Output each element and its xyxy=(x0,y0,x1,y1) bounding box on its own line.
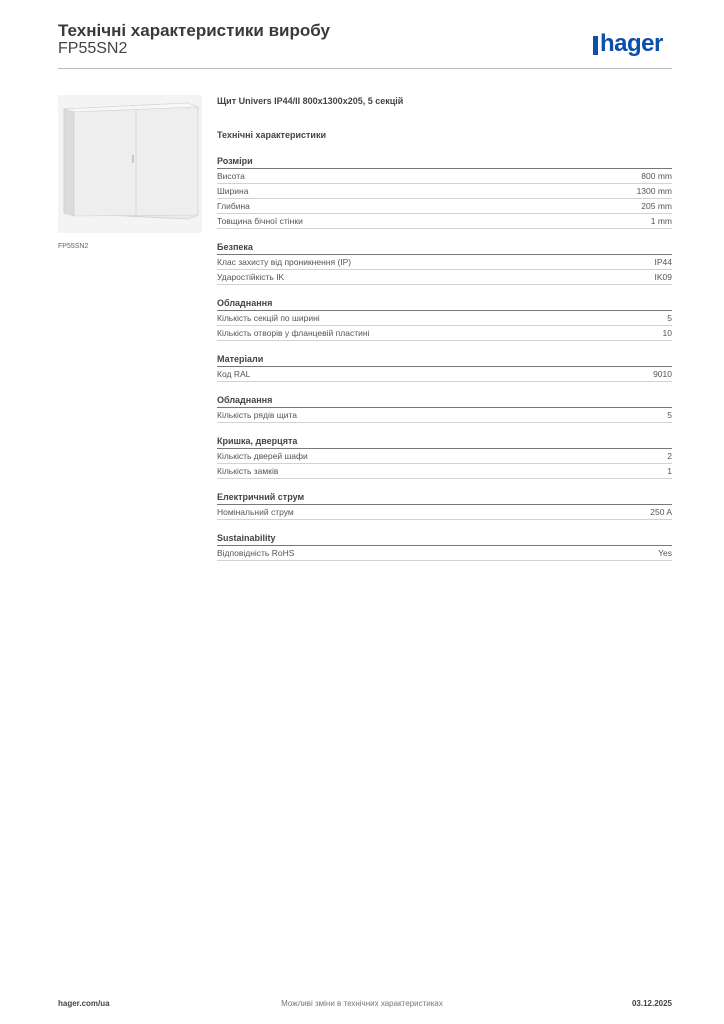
spec-label: Клас захисту від проникнення (IP) xyxy=(217,257,352,267)
header-divider xyxy=(58,68,672,69)
spec-label: Висота xyxy=(217,171,245,181)
section-title: Розміри xyxy=(217,156,672,169)
spec-value: 10 xyxy=(662,328,672,338)
page-title: Технічні характеристики виробу xyxy=(58,21,330,40)
spec-value: 5 xyxy=(667,410,672,420)
logo-text: hager xyxy=(600,30,663,57)
spec-row xyxy=(217,326,672,341)
section-materials xyxy=(217,354,672,382)
spec-row xyxy=(217,311,672,326)
spec-label: Ударостійкість IK xyxy=(217,272,285,282)
spec-value: 2 xyxy=(667,451,672,461)
spec-value: 1300 mm xyxy=(636,186,672,196)
section-cover-doors xyxy=(217,436,672,479)
spec-label: Товщина бічної стінки xyxy=(217,216,303,226)
spec-label: Кількість секцій по ширині xyxy=(217,313,320,323)
section-title: Матеріали xyxy=(217,354,672,367)
spec-row xyxy=(217,449,672,464)
product-title: Щит Univers IP44/II 800x1300x205, 5 секцій xyxy=(217,96,404,106)
section-title: Обладнання xyxy=(217,298,672,311)
spec-row xyxy=(217,255,672,270)
spec-label: Код RAL xyxy=(217,369,251,379)
spec-row xyxy=(217,464,672,479)
section-title: Електричний струм xyxy=(217,492,672,505)
image-caption: FP55SN2 xyxy=(58,243,89,250)
section-dimensions xyxy=(217,156,672,229)
spec-label: Ширина xyxy=(217,186,249,196)
spec-value: IP44 xyxy=(654,257,672,267)
spec-row xyxy=(217,199,672,214)
spec-row xyxy=(217,270,672,285)
spec-value: 205 mm xyxy=(641,201,672,211)
spec-row xyxy=(217,169,672,184)
section-equipment-rows xyxy=(217,395,672,423)
spec-value: IK09 xyxy=(654,272,672,282)
spec-label: Кількість дверей шафи xyxy=(217,451,308,461)
spec-value: 250 A xyxy=(650,507,672,517)
spec-label: Номінальний струм xyxy=(217,507,294,517)
product-code: FP55SN2 xyxy=(58,40,128,57)
spec-label: Кількість замків xyxy=(217,466,279,476)
spec-row xyxy=(217,505,672,520)
spec-label: Відповідність RoHS xyxy=(217,548,295,558)
spec-value: Yes xyxy=(658,548,672,558)
spec-value: 800 mm xyxy=(641,171,672,181)
section-safety xyxy=(217,242,672,285)
spec-label: Кількість отворів у фланцевій пластині xyxy=(217,328,370,338)
footer-notice: Можливі зміни в технічних характеристиках xyxy=(281,999,443,1008)
spec-label: Глибина xyxy=(217,201,250,211)
spec-content xyxy=(217,96,672,561)
spec-value: 1 mm xyxy=(650,216,672,226)
section-title: Безпека xyxy=(217,242,672,255)
logo-mark-icon xyxy=(593,36,598,55)
section-title: Обладнання xyxy=(217,395,672,408)
product-image xyxy=(58,95,202,233)
section-title: Кришка, дверцята xyxy=(217,436,672,449)
section-title: Sustainability xyxy=(217,533,672,546)
spec-row xyxy=(217,184,672,199)
specs-heading: Технічні характеристики xyxy=(217,130,326,140)
spec-value: 9010 xyxy=(653,369,672,379)
section-electric-current xyxy=(217,492,672,520)
hager-logo[interactable] xyxy=(593,30,663,58)
spec-row xyxy=(217,546,672,561)
footer-website-link[interactable]: hager.com/ua xyxy=(58,999,110,1008)
section-sustainability xyxy=(217,533,672,561)
spec-row xyxy=(217,408,672,423)
spec-value: 5 xyxy=(667,313,672,323)
spec-value: 1 xyxy=(667,466,672,476)
section-equipment xyxy=(217,298,672,341)
footer-date: 03.12.2025 xyxy=(631,999,672,1008)
spec-row xyxy=(217,214,672,229)
spec-row xyxy=(217,367,672,382)
spec-label: Кількість рядів щита xyxy=(217,410,297,420)
